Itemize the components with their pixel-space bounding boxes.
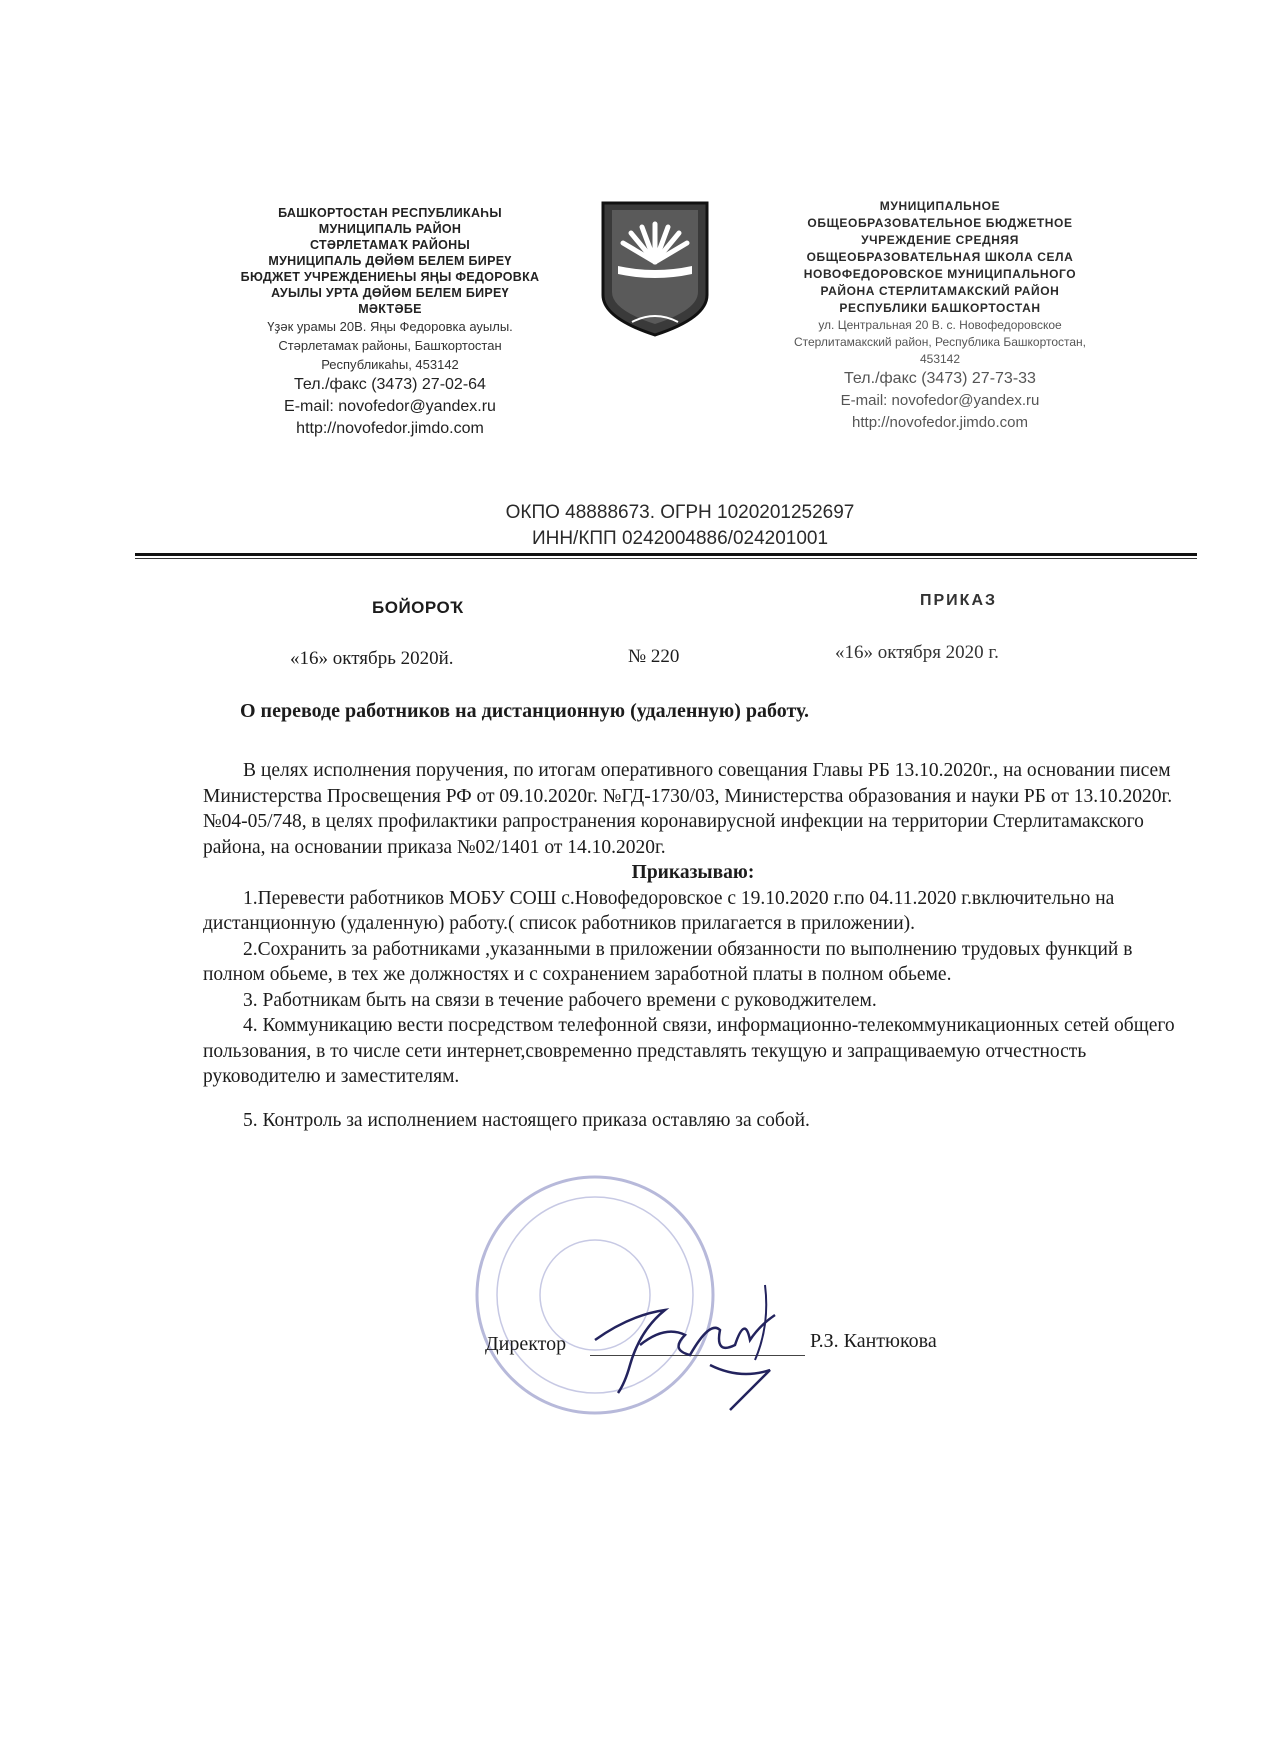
order-item: 3. Работникам быть на связи в течение рабочего времени с руководжителем. (243, 989, 877, 1011)
org-name-ru-line: НОВОФЕДОРОВСКОЕ МУНИЦИПАЛЬНОГО (803, 267, 1077, 281)
org-name-ru-line: МУНИЦИПАЛЬНОЕ (879, 199, 1001, 213)
email-ru[interactable]: E-mail: novofedor@yandex.ru (840, 392, 1040, 409)
org-name-ba-line: МӘКТӘБЕ (358, 302, 422, 316)
org-name-ru-line: ОБЩЕОБРАЗОВАТЕЛЬНОЕ БЮДЖЕТНОЕ (807, 216, 1073, 230)
doc-number: № 220 (628, 646, 680, 667)
signatory-role: Директор (485, 1333, 567, 1355)
doc-title: О переводе работников на дистанционную (удаленную) работу. (240, 700, 810, 722)
inn-kpp: ИНН/КПП 0242004886/024201001 (531, 528, 829, 549)
address-ba-line: Стәрлетамаҡ районы, Башҡортостан (278, 338, 502, 353)
email-ba[interactable]: E-mail: novofedor@yandex.ru (284, 398, 496, 415)
address-ba-line: Республикаһы, 453142 (321, 357, 459, 372)
control-item: 5. Контроль за исполнением настоящего приказа оставляю за собой. (243, 1109, 810, 1131)
order-heading: Приказываю: (631, 862, 755, 883)
org-name-ba-line: СТӘРЛЕТАМАҠ РАЙОНЫ (309, 238, 471, 252)
header-left (205, 205, 575, 440)
order-item: 4. Коммуникацию вести посредством телефонной связи, информационно-телекоммуникационных сетей общего пользования, в то числе сети интернет,свовременно представлять текущую и запращиваемую отчестность руководителю и заместителям. (203, 1015, 1175, 1087)
address-ru-line: Стерлитамакский район, Республика Башкортостан, (793, 335, 1087, 349)
doc-body (203, 758, 1183, 1133)
phone-ba: Тел./факс (3473) 27-02-64 (294, 376, 486, 393)
org-name-ba-line: АУЫЛЫ УРТА ДӨЙӨМ БЕЛЕМ БИРЕҮ (271, 286, 509, 300)
website-ba[interactable]: http://novofedor.jimdo.com (296, 420, 484, 437)
address-ba-line: Үҙәк урамы 20В. Яңы Федоровка ауылы. (267, 319, 513, 334)
registration-codes (420, 500, 940, 552)
doc-type-ru: ПРИКАЗ (920, 592, 998, 609)
handwritten-signature-icon (570, 1265, 820, 1415)
header-right (745, 198, 1135, 434)
org-name-ba-line: МУНИЦИПАЛЬ РАЙОН (318, 222, 462, 236)
okpo-ogrn: ОКПО 48888673. ОГРН 1020201252697 (505, 502, 855, 523)
phone-ru: Тел./факс (3473) 27-73-33 (844, 370, 1036, 387)
order-item: 1.Перевести работников МОБУ СОШ с.Новофедоровское с 19.10.2020 г.по 04.11.2020 г.включительно на дистанционную (удаленную) работу.( список работников прилагается в приложении). (203, 887, 1115, 934)
address-ru-line: ул. Центральная 20 В. с. Новофедоровское (818, 318, 1062, 332)
org-name-ru-line: РЕСПУБЛИКИ БАШКОРТОСТАН (839, 301, 1041, 315)
header-divider (135, 553, 1197, 556)
org-name-ru-line: РАЙОНА СТЕРЛИТАМАКСКИЙ РАЙОН (820, 284, 1060, 298)
doc-date-ba: «16» октябрь 2020й. (290, 648, 454, 669)
coat-of-arms-icon (600, 200, 710, 338)
signatory-name: Р.З. Кантюкова (810, 1330, 937, 1352)
website-ru[interactable]: http://novofedor.jimdo.com (852, 414, 1028, 431)
org-name-ba-line: БАШКОРТОСТАН РЕСПУБЛИКАҺЫ (278, 206, 502, 220)
org-name-ru-line: ОБЩЕОБРАЗОВАТЕЛЬНАЯ ШКОЛА СЕЛА (806, 250, 1074, 264)
intro-paragraph: В целях исполнения поручения, по итогам оперативного совещания Главы РБ 13.10.2020г., на основании писем Министерства Просвещения РФ от 09.10.2020г. №ГД-1730/03, Министерства образования и науки РБ от 13.10.2020г. №04-05/748, в целях профилактики рапространения коронавирусной инфекции на территории Стерлитамакского района, на основании приказа №02/1401 от 14.10.2020г. (203, 760, 1173, 858)
header-divider-thin (135, 558, 1197, 559)
order-item: 2.Сохранить за работниками ,указанными в приложении обязанности по выполнению трудовых функций в полном обьеме, в тех же должностях и с сохранением заработной платы в полном обьеме. (203, 938, 1133, 985)
doc-type-ba: БОЙОРОҠ (372, 598, 464, 617)
org-name-ru-line: УЧРЕЖДЕНИЕ СРЕДНЯЯ (861, 233, 1019, 247)
org-name-ba-line: БЮДЖЕТ УЧРЕЖДЕНИЕҺЫ ЯҢЫ ФЕДОРОВКА (240, 270, 540, 284)
address-ru-line: 453142 (919, 352, 961, 366)
org-name-ba-line: МУНИЦИПАЛЬ ДӨЙӨМ БЕЛЕМ БИРЕҮ (268, 254, 512, 268)
doc-date-ru: «16» октября 2020 г. (835, 642, 999, 663)
